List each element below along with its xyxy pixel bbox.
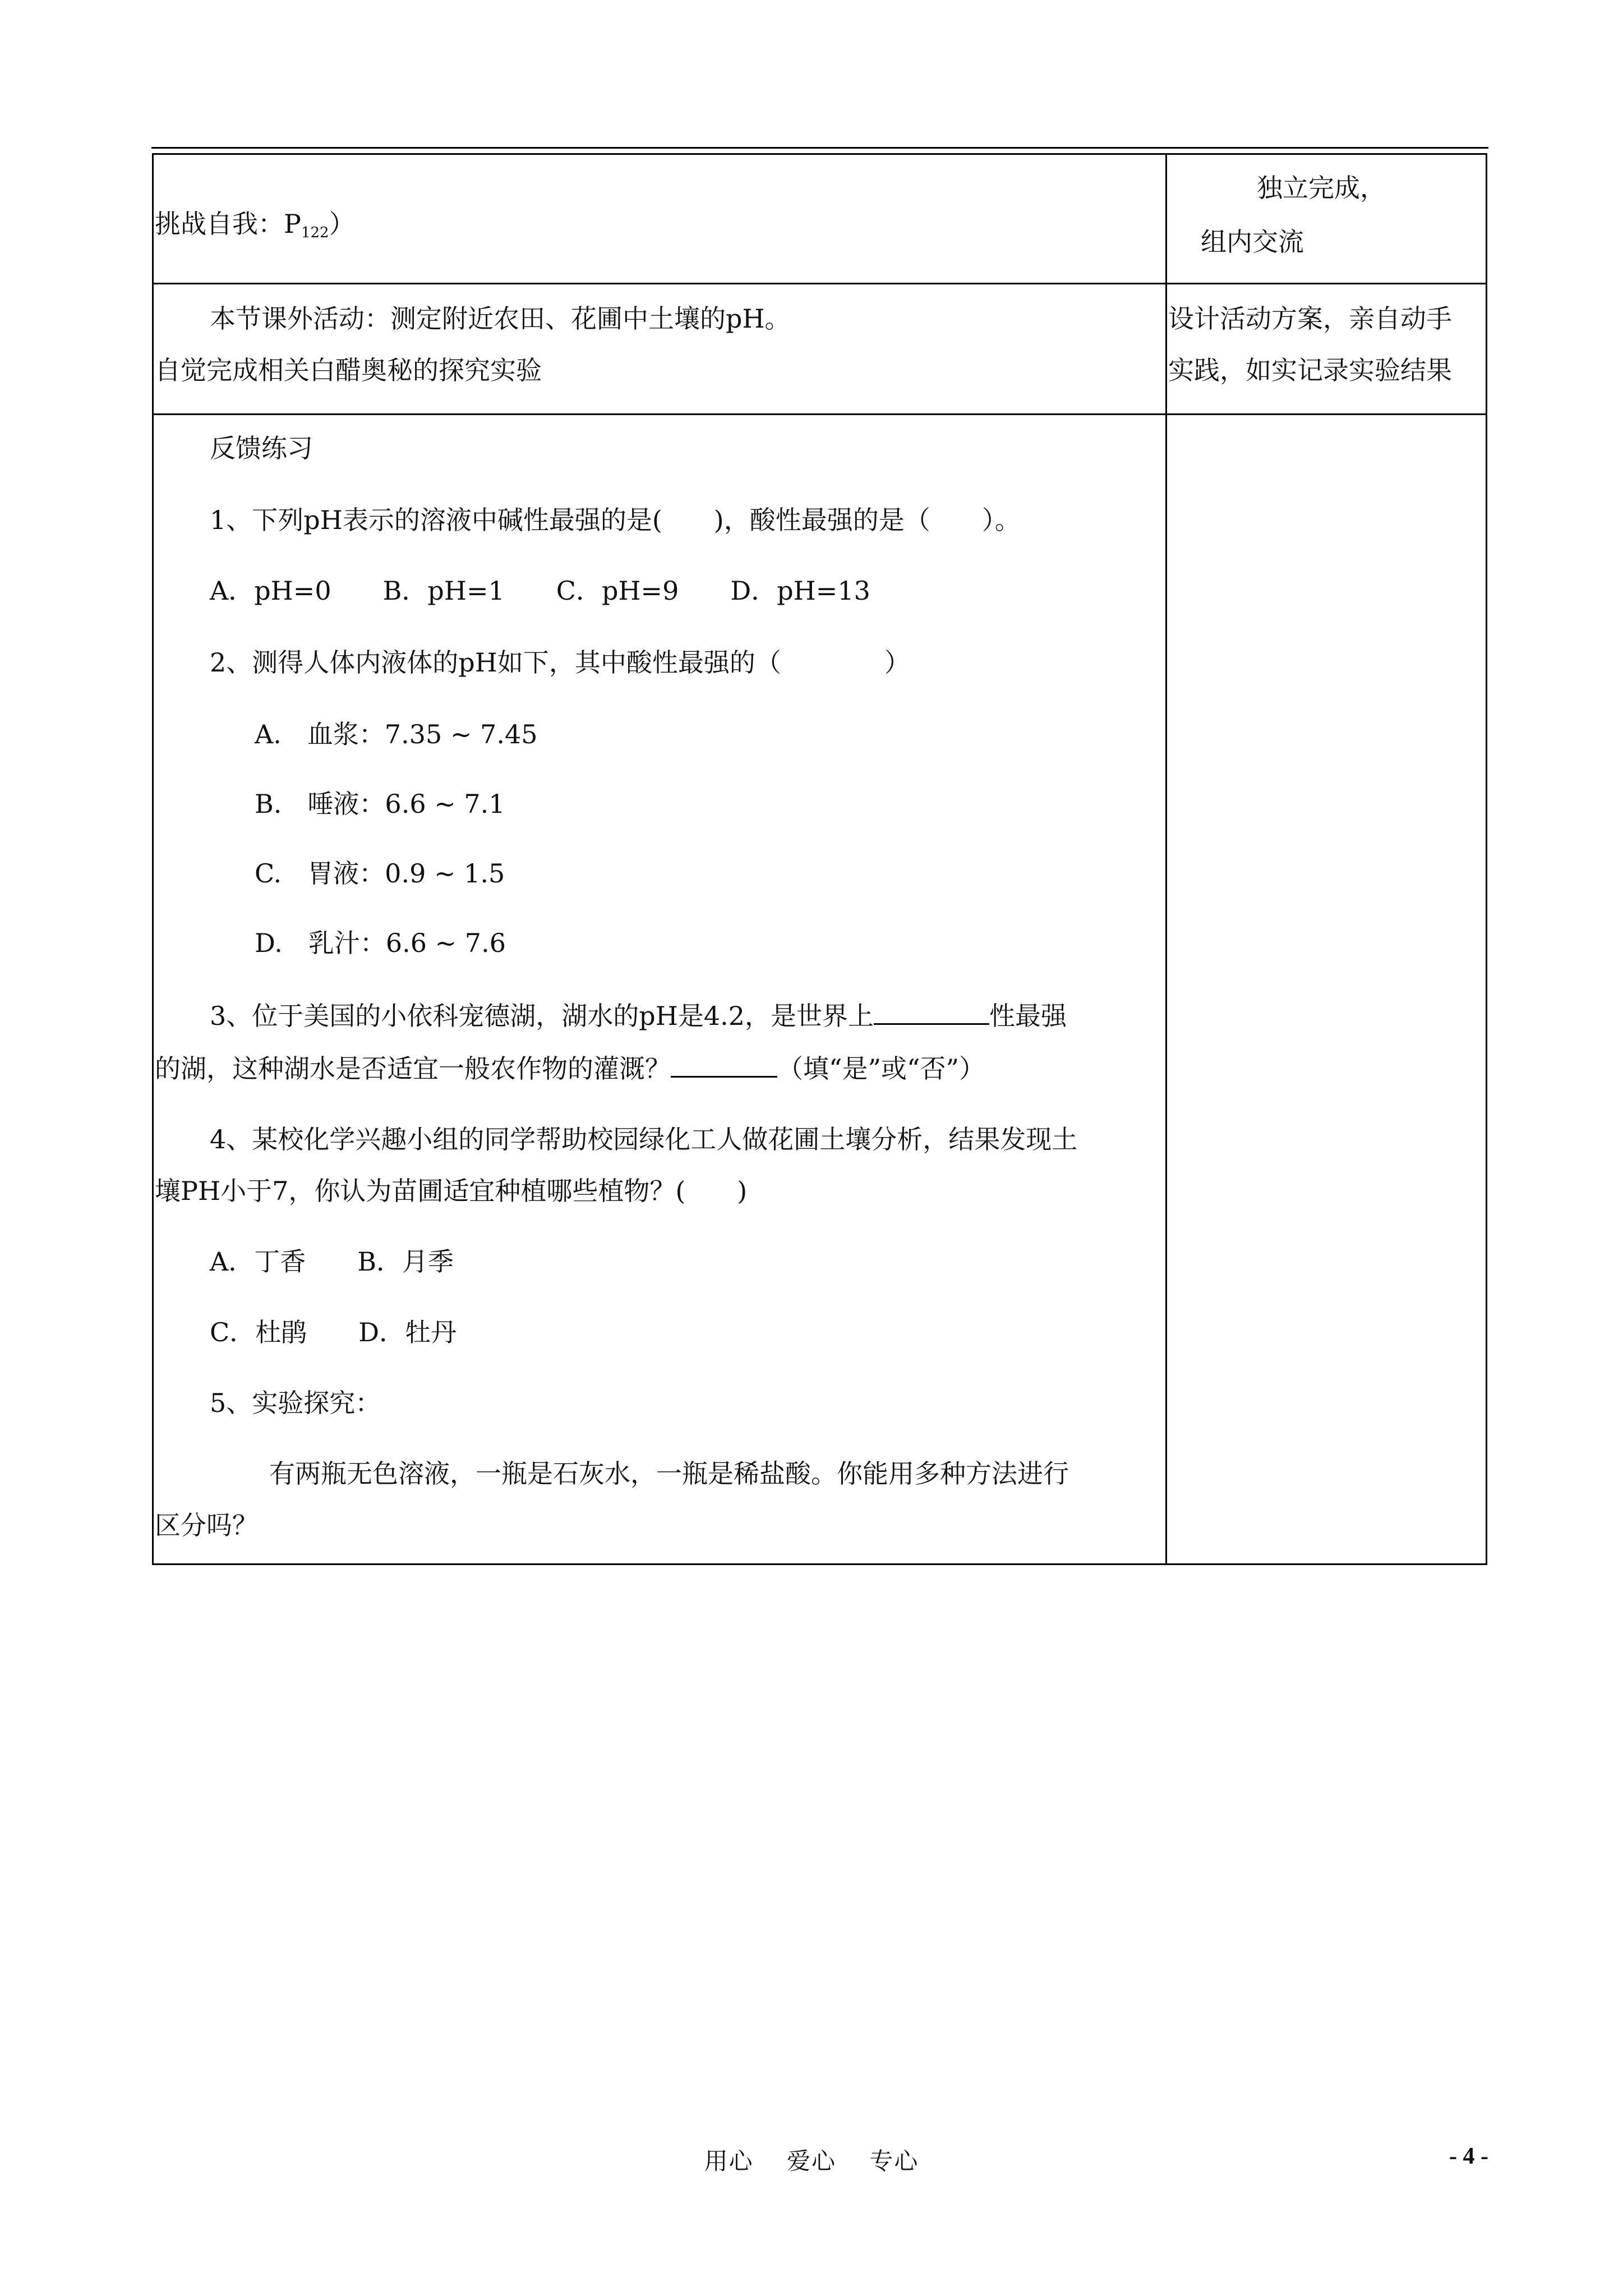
table-row	[153, 284, 1487, 415]
q2-stem: 2、测得人体内液体的pH如下，其中酸性最强的（ ）	[210, 647, 910, 678]
q4-line1: 4、某校化学兴趣小组的同学帮助校园绿化工人做花圃土壤分析，结果发现土	[210, 1124, 1078, 1154]
q5-title: 5、实验探究：	[210, 1388, 381, 1418]
challenge-text: 挑战自我：P122）	[155, 209, 355, 241]
q4-option: C．杜鹃 D．牡丹	[210, 1317, 457, 1347]
activity-line: 自觉完成相关白醋奥秘的探究实验	[155, 355, 542, 385]
q2-option: D. 乳汁：6.6 ~ 7.6	[255, 928, 506, 958]
q2-option: A. 血浆：7.35 ~ 7.45	[255, 719, 538, 749]
table-row	[153, 154, 1487, 284]
q2-option: B. 唾液：6.6 ~ 7.1	[255, 789, 505, 819]
footer-motto: 用心 爱心 专心	[704, 2147, 919, 2175]
q4-option: A．丁香 B．月季	[210, 1246, 454, 1277]
design-line: 设计活动方案，亲自动手	[1168, 303, 1452, 334]
q5-line2: 区分吗？	[155, 1510, 258, 1540]
q3-blank-2[interactable]	[671, 1053, 777, 1078]
q1-options: A．pH=0 B．pH=1 C．pH=9 D．pH=13	[210, 576, 870, 606]
activity-cell	[153, 284, 1166, 415]
exercise-cell	[153, 415, 1166, 1565]
q2-option: C. 胃液：0.9 ~ 1.5	[255, 858, 505, 889]
exercise-heading: 反馈练习	[210, 433, 313, 463]
method-cell	[1166, 154, 1487, 284]
design-line: 实践，如实记录实验结果	[1168, 355, 1452, 385]
q1-stem: 1、下列pH表示的溶液中碱性最强的是( )，酸性最强的是（ ）。	[210, 505, 1021, 535]
table-row	[153, 415, 1487, 1565]
challenge-cell	[153, 154, 1166, 284]
design-cell	[1166, 284, 1487, 415]
worksheet-table	[152, 153, 1487, 1565]
q3-line1: 3、位于美国的小依科宠德湖，湖水的pH是4.2，是世界上 性最强	[210, 1001, 1067, 1031]
activity-line: 本节课外活动：测定附近农田、花圃中土壤的pH。	[210, 303, 791, 334]
method-line: 组内交流	[1201, 227, 1304, 257]
page-number: - 4 -	[1449, 2143, 1488, 2169]
header-rule	[151, 147, 1488, 149]
q3-blank-1[interactable]	[874, 1001, 989, 1025]
method-line: 独立完成，	[1257, 173, 1386, 203]
q3-line2: 的湖，这种湖水是否适宜一般农作物的灌溉？ （填“是”或“否”）	[155, 1053, 985, 1084]
q4-line2: 壤PH小于7，你认为苗圃适宜种植哪些植物？( )	[155, 1176, 748, 1206]
q5-line1: 有两瓶无色溶液，一瓶是石灰水，一瓶是稀盐酸。你能用多种方法进行	[269, 1458, 1069, 1489]
